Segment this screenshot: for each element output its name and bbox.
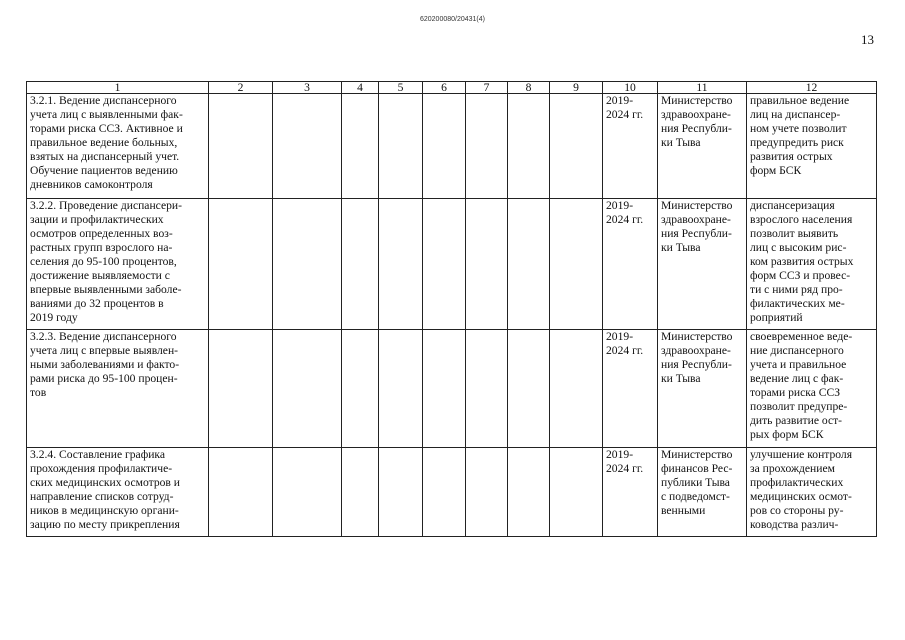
column-header: 7 [466,82,508,94]
empty-cell [550,330,603,448]
column-header: 2 [209,82,273,94]
empty-cell [466,448,508,537]
empty-cell [273,199,342,330]
empty-cell [508,448,550,537]
responsible-cell: Министерство финансов Рес- публики Тыва с подведомст- венными [658,448,747,537]
empty-cell [379,199,423,330]
column-header: 9 [550,82,603,94]
empty-cell [508,94,550,199]
empty-cell [379,94,423,199]
column-header: 5 [379,82,423,94]
column-header: 3 [273,82,342,94]
column-header: 1 [27,82,209,94]
document-id: 620200080/20431(4) [419,16,485,23]
column-header: 12 [747,82,877,94]
column-header: 6 [423,82,466,94]
activity-description: 3.2.3. Ведение диспансерного учета лиц с впервые выявлен- ными заболеваниями и факто- рами риска до 95-100 процен- тов [27,330,209,448]
empty-cell [550,199,603,330]
activity-description: 3.2.1. Ведение диспансерного учета лиц с выявленными фак- торами риска ССЗ. Активное и правильное ведение больных, взятых на диспансерный учет. Обучение пациентов ведению дневников самоконтроля [27,94,209,199]
empty-cell [209,330,273,448]
empty-cell [209,199,273,330]
responsible-cell: Министерство здравоохране- ния Республи- ки Тыва [658,199,747,330]
empty-cell [209,448,273,537]
period-cell: 2019- 2024 гг. [603,199,658,330]
empty-cell [423,199,466,330]
result-cell: правильное ведение лиц на диспансер- ном учете позволит предупредить риск развития острых форм БСК [747,94,877,199]
empty-cell [423,448,466,537]
result-cell: улучшение контроля за прохождением профилактических медицинских осмот- ров со стороны ру- ководства различ- [747,448,877,537]
responsible-cell: Министерство здравоохране- ния Республи- ки Тыва [658,94,747,199]
empty-cell [342,199,379,330]
activity-description: 3.2.4. Составление графика прохождения профилактиче- ских медицинских осмотров и направление списков сотруд- ников в медицинскую органи- зацию по месту прикрепления [27,448,209,537]
empty-cell [342,94,379,199]
table-row [27,199,877,330]
column-header: 10 [603,82,658,94]
empty-cell [342,448,379,537]
period-cell: 2019- 2024 гг. [603,94,658,199]
table-row [27,448,877,537]
empty-cell [508,199,550,330]
activities-table [26,81,877,537]
empty-cell [273,94,342,199]
empty-cell [550,448,603,537]
period-cell: 2019- 2024 гг. [603,330,658,448]
table-header-row [27,82,877,94]
activity-description: 3.2.2. Проведение диспансери- зации и профилактических осмотров определенных воз- растных групп взрослого на- селения до 95-100 процентов, достижение выявляемости с впервые выявленными заболе- ваниями до 32 процентов в 2019 году [27,199,209,330]
result-cell: своевременное веде- ние диспансерного учета и правильное ведение лиц с фак- торами риска ССЗ позволит предупре- дить развитие ост- рых форм БСК [747,330,877,448]
empty-cell [466,330,508,448]
empty-cell [379,330,423,448]
empty-cell [273,330,342,448]
column-header: 4 [342,82,379,94]
empty-cell [342,330,379,448]
empty-cell [273,448,342,537]
empty-cell [423,330,466,448]
empty-cell [550,94,603,199]
empty-cell [209,94,273,199]
empty-cell [466,94,508,199]
empty-cell [379,448,423,537]
result-cell: диспансеризация взрослого населения позволит выявить лиц с высоким рис- ком развития острых форм ССЗ и провес- ти с ними ряд про- филактических ме- роприятий [747,199,877,330]
responsible-cell: Министерство здравоохране- ния Республи- ки Тыва [658,330,747,448]
empty-cell [508,330,550,448]
table-row [27,94,877,199]
empty-cell [466,199,508,330]
column-header: 8 [508,82,550,94]
empty-cell [423,94,466,199]
table-row [27,330,877,448]
column-header: 11 [658,82,747,94]
page-number: 13 [861,32,874,47]
period-cell: 2019- 2024 гг. [603,448,658,537]
